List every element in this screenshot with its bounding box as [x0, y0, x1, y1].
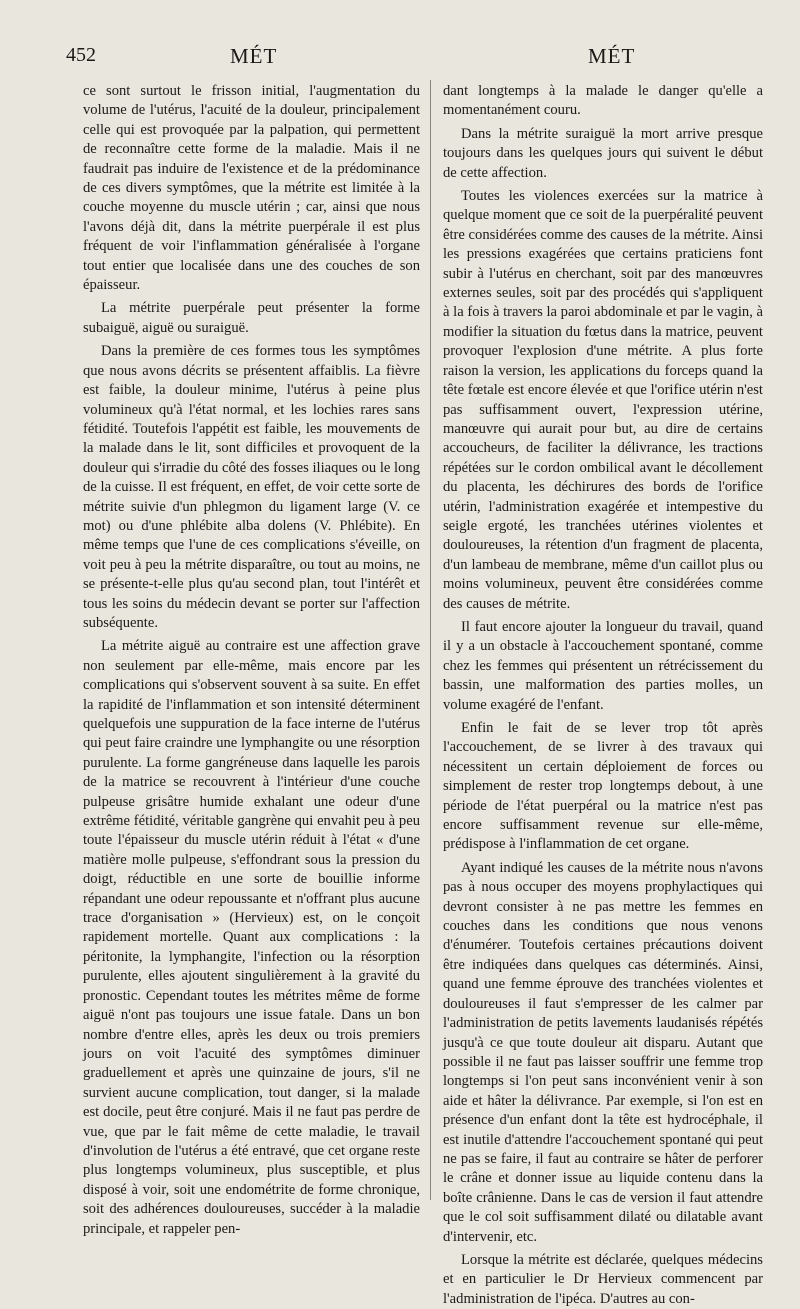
paragraph: Dans la métrite suraiguë la mort arrive presque toujours dans les quelques jours qui suivent le début de cette affection. — [443, 125, 763, 181]
paragraph: Dans la première de ces formes tous les symptômes que nous avons décrits se présentent affaiblis. La fièvre est faible, la douleur minime, l'utérus à peine plus volumineux qu'à l'état normal, et les lochies rares sans fétidité. Toutefois l'appétit est faible, les mouvements de la malade dans le lit, sont difficiles et provoquent de la douleur qui s'irradie du côté des fosses iliaques ou le long de la cuisse. Il est fréquent, en effet, de voir cette sorte de métrite suivie d'un phlegmon du ligament large (V. ce mot) ou d'une phlébite alba dolens (V. Phlébite). En même temps que l'une de ces complications s'éveille, on voit peu à peu la métrite disparaître, ou tout au moins, ne se présente-t-elle plus qu'au second plan, tout l'intérêt et tous les soins du médecin devant se porter sur l'affection subséquente. — [83, 343, 420, 631]
paragraph: dant longtemps à la malade le danger qu'elle a momentanément couru. — [443, 83, 763, 119]
right-column — [443, 82, 763, 1307]
paragraph: Toutes les violences exercées sur la matrice à quelque moment que ce soit de la puerpéralité peuvent être considérées comme des causes de la métrite. Ainsi les pressions exagérées que certains praticiens font subir à l'utérus en cherchant, soit par des manœuvres externes seules, soit par des procédés qui s'appliquent à la fois à travers la paroi abdominale et par le vagin, à modifier la situation du fœtus dans la matrice, peuvent provoquer l'explosion d'une métrite. A plus forte raison la version, les applications du forceps quand la tête fœtale est encore élevée et que l'orifice utérin n'est pas suffisamment ouvert, l'expression utérine, manœuvre qui aurait pour but, au dire de certains accoucheurs, de faciliter la délivrance, les tractions répétées sur le cordon ombilical avant le décollement du placenta, les déchirures des bords de l'orifice utérin, l'administration exagérée et intempestive du seigle ergoté, les tranchées utérines violentes et douloureuses, la rétention d'un fragment de placenta, d'un lambeau de membrane, même d'un caillot plus ou moins volumineux, peuvent être considérées comme des causes de métrite. — [443, 188, 763, 612]
page-number: 452 — [66, 44, 96, 66]
paragraph: ce sont surtout le frisson initial, l'augmentation du volume de l'utérus, l'acuité de la douleur, principalement celle qui est provoquée par la palpation, qui permettent de reconnaître cette forme de la maladie. Mais il ne faudrait pas induire de l'existence et de la prédominance de ces divers symptômes, que la métrite est limitée à la couche moyenne du muscle utérin ; car, ainsi que nous l'avons déjà dit, dans la métrite puerpérale il est plus fréquent de voir l'inflammation généralisée à l'organe tout entier que localisée dans une des couches de son épaisseur. — [83, 83, 420, 294]
column-divider — [430, 80, 431, 1200]
running-head-right: MÉT — [588, 44, 636, 68]
paragraph: La métrite puerpérale peut présenter la forme subaiguë, aiguë ou suraiguë. — [83, 300, 420, 336]
paragraph: Il faut encore ajouter la longueur du travail, quand il y a un obstacle à l'accouchement spontané, comme chez les femmes qui présentent un rétrécissement du bassin, une malformation des parties molles, un volume exagéré de l'enfant. — [443, 618, 763, 713]
paragraph: Lorsque la métrite est déclarée, quelques médecins et en particulier le Dr Hervieux commencent par l'administration de l'ipéca. D'autres au con- — [443, 1251, 763, 1307]
paragraph: Ayant indiqué les causes de la métrite nous n'avons pas à nous occuper des moyens prophylactiques qui devront consister à ne pas mettre les femmes en couches dans les conditions que nous venons d'énumérer. Toutefois certaines précautions doivent être indiquées dans quelques cas déterminés. Ainsi, quand une femme éprouve des tranchées violentes et douloureuses il faut s'empresser de les calmer par l'administration de petits lavements laudanisés répétés jusqu'à ce que toute douleur ait disparu. Autant que possible il ne faut pas laisser souffrir une femme trop longtemps si l'on peut sans inconvénient venir à son aide et hâter la délivrance. Par exemple, si l'on est en présence d'un enfant dont la tête est hydrocéphale, il est inutile d'attendre l'accouchement spontané qui peut ne pas se faire, il faut au contraire se hâter de perforer le crâne et donner issue au liquide contenu dans la boîte crânienne. Dans le cas de version il faut attendre que le col soit suffisamment dilaté ou dilatable avant d'intervenir, etc. — [443, 859, 763, 1245]
paragraph: La métrite aiguë au contraire est une affection grave non seulement par elle-même, mais encore par les complications qui s'observent souvent à sa suite. En effet la rapidité de l'inflammation et son intensité déterminent quelquefois une suppuration de la face interne de l'utérus qui peut faire craindre une lymphangite ou une résorption purulente. La forme gangréneuse dans laquelle les parois de la matrice se recouvrent à l'intérieur d'une couche pulpeuse grisâtre humide exhalant une odeur d'une extrême fétidité, véritable gangrène qui envahit peu à peu toute l'épaisseur du muscle utérin réduit à l'état « d'une matière molle pulpeuse, s'effondrant sous la pression du doigt, réductible en une sorte de bouillie informe répandant une odeur repoussante et n'offrant plus aucune trace d'organisation » (Hervieux) est, on le conçoit rapidement mortelle. Quant aux complications : la péritonite, la lymphangite, l'infection ou la résorption purulente, elles ajoutent singulièrement à la gravité du pronostic. Cependant toutes les métrites même de forme aiguë n'ont pas toujours une issue fatale. Dans un bon nombre d'entre elles, après les deux ou trois premiers jours on voit l'acuité des symptômes diminuer graduellement et après une quinzaine de jours, s'il ne survient aucune complication, tout danger, si la malade est docile, peut être conjuré. Mais il ne faut pas perdre de vue, que par le fait même de cette maladie, le travail d'involution de l'utérus a été entravé, que cet organe reste plus longtemps volumineux, plus susceptible, et plus disposé à voir, soit une endométrite de forme chronique, soit des adhérences douloureuses, succéder à la maladie principale, et rappeler pen- — [83, 638, 420, 1237]
left-column — [83, 82, 420, 1242]
paragraph: Enfin le fait de se lever trop tôt après l'accouchement, de se livrer à des travaux qui nécessitent un certain déploiement de forces ou simplement de rester trop longtemps debout, à une période de l'état puerpéral ou la matrice n'est pas encore suffisamment revenue sur elle-même, prédispose à l'inflammation de cet organe. — [443, 720, 763, 853]
running-head-left: MÉT — [230, 44, 278, 68]
